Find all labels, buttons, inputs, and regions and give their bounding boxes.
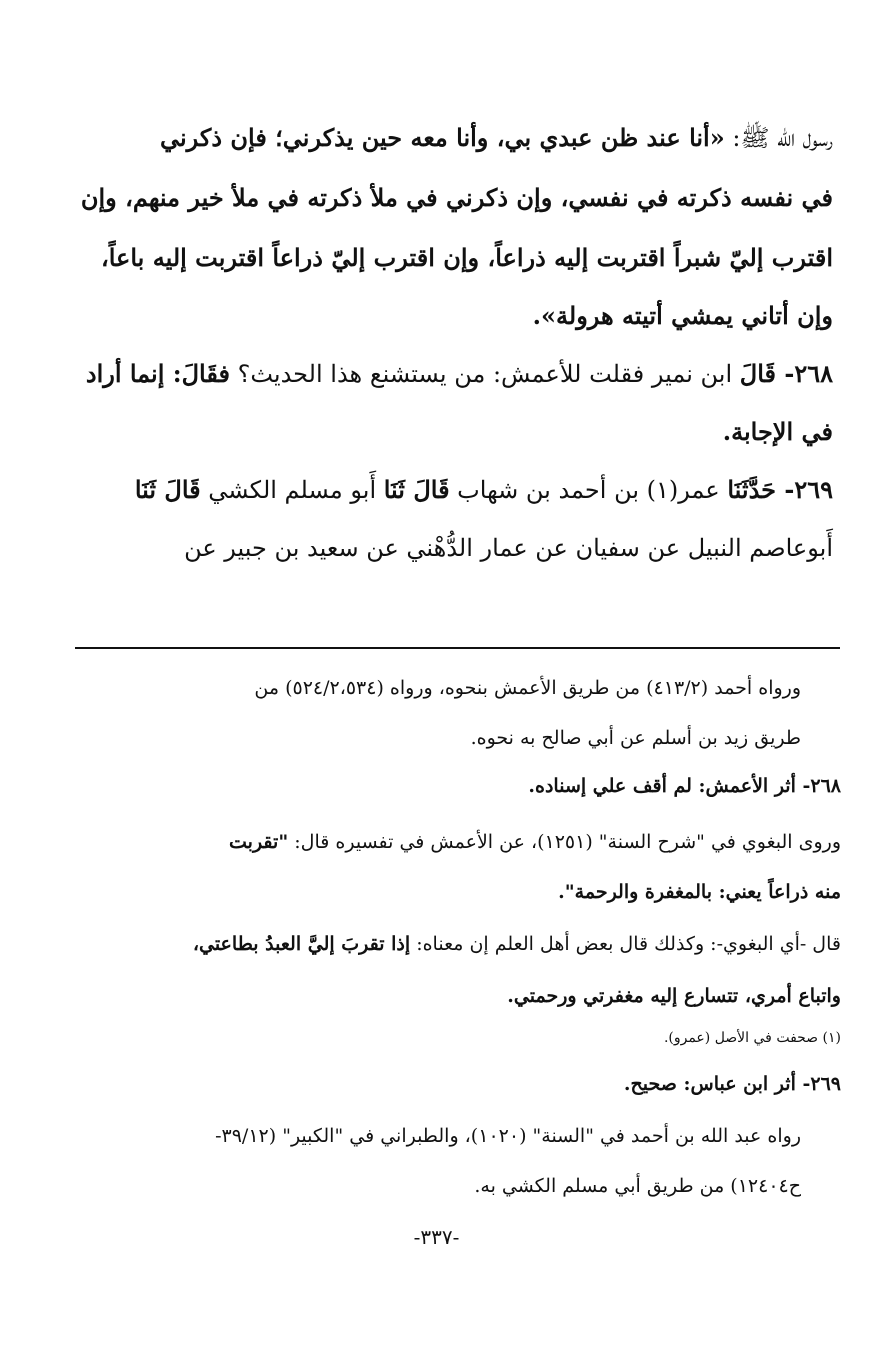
text-segment-bold: فقَالَ: إنما أراد (85, 359, 230, 388)
text-line-5 (0, 354, 873, 394)
footnote-line-9: ٢٦٩- أثر ابن عباس: صحيح. (623, 1073, 841, 1095)
text-segment: أَبو مسلم الكشي (200, 476, 384, 504)
text-segment-bold: قَالَ ثَنَا (134, 475, 201, 504)
footnote-note: (١) صحفت في الأصل (عمرو). (663, 1030, 841, 1046)
text-segment: قال -أي البغوي-: وكذلك قال بعض أهل العلم إن معناه: (410, 933, 841, 955)
text-line-1 (0, 118, 873, 158)
page-number: -٣٣٧- (413, 1225, 460, 1249)
text-segment-bold: "تقربت (229, 831, 289, 853)
footnote-line-6 (0, 928, 873, 960)
footnote-line-10: رواه عبد الله بن أحمد في "السنة" (١٠٢٠)، والطبراني في "الكبير" (٣٩/١٢- (215, 1125, 801, 1147)
text-segment: رسول الله ﷺ: (724, 124, 833, 152)
footnote-line-5: منه ذراعاً يعني: بالمغفرة والرحمة". (558, 881, 841, 903)
text-segment: ابن نمير فقلت للأعمش: من يستشنع هذا الحديث؟ (229, 360, 740, 388)
text-segment: وروى البغوي في "شرح السنة" (١٢٥١)، عن الأعمش في تفسيره قال: (288, 831, 841, 853)
footnote-line-11: ح١٢٤٠٤) من طريق أبي مسلم الكشي به. (474, 1175, 801, 1197)
text-line-2: في نفسه ذكرته في نفسي، وإن ذكرني في ملأ ذكرته في ملأ خير منهم، وإن (80, 183, 833, 212)
footnote-line-1: ورواه أحمد (٤١٣/٢) من طريق الأعمش بنحوه، ورواه (٥٢٤/٢،٥٣٤) من (254, 677, 801, 699)
text-line-8: أَبوعاصم النبيل عن سفيان عن عمار الدُّهْني عن سعيد بن جبير عن (184, 534, 833, 562)
text-line-3: اقترب إليّ شبراً اقتربت إليه ذراعاً، وإن اقترب إليّ ذراعاً اقتربت إليه باعاً، (100, 243, 833, 272)
narration-number: ٢٦٨- قَالَ (739, 359, 833, 388)
narration-number: ٢٦٩- حَدَّثَنَا (727, 475, 833, 504)
hadith-quote: «أنا عند ظن عبدي بي، وأنا معه حين يذكرني؛ فإن ذكرني (160, 123, 725, 152)
footnote-line-7: واتباع أمري، تتسارع إليه مغفرتي ورحمتي. (507, 985, 841, 1007)
text-segment-bold: قَالَ ثَنَا (383, 475, 450, 504)
text-line-4: وإن أتاني يمشي أتيته هرولة». (532, 301, 833, 330)
footnote-line-3: ٢٦٨- أثر الأعمش: لم أقف علي إسناده. (528, 775, 841, 797)
footnote-line-4 (0, 826, 873, 858)
footnote-separator (75, 647, 840, 649)
footnote-line-2: طريق زيد بن أسلم عن أبي صالح به نحوه. (470, 727, 801, 749)
text-segment: عمر(١) بن أحمد بن شهاب (449, 476, 728, 504)
text-line-6: في الإجابة. (722, 417, 833, 446)
text-line-7 (0, 470, 873, 510)
text-segment-bold: إذا تقربَ إليَّ العبدُ بطاعتي، (192, 933, 411, 955)
